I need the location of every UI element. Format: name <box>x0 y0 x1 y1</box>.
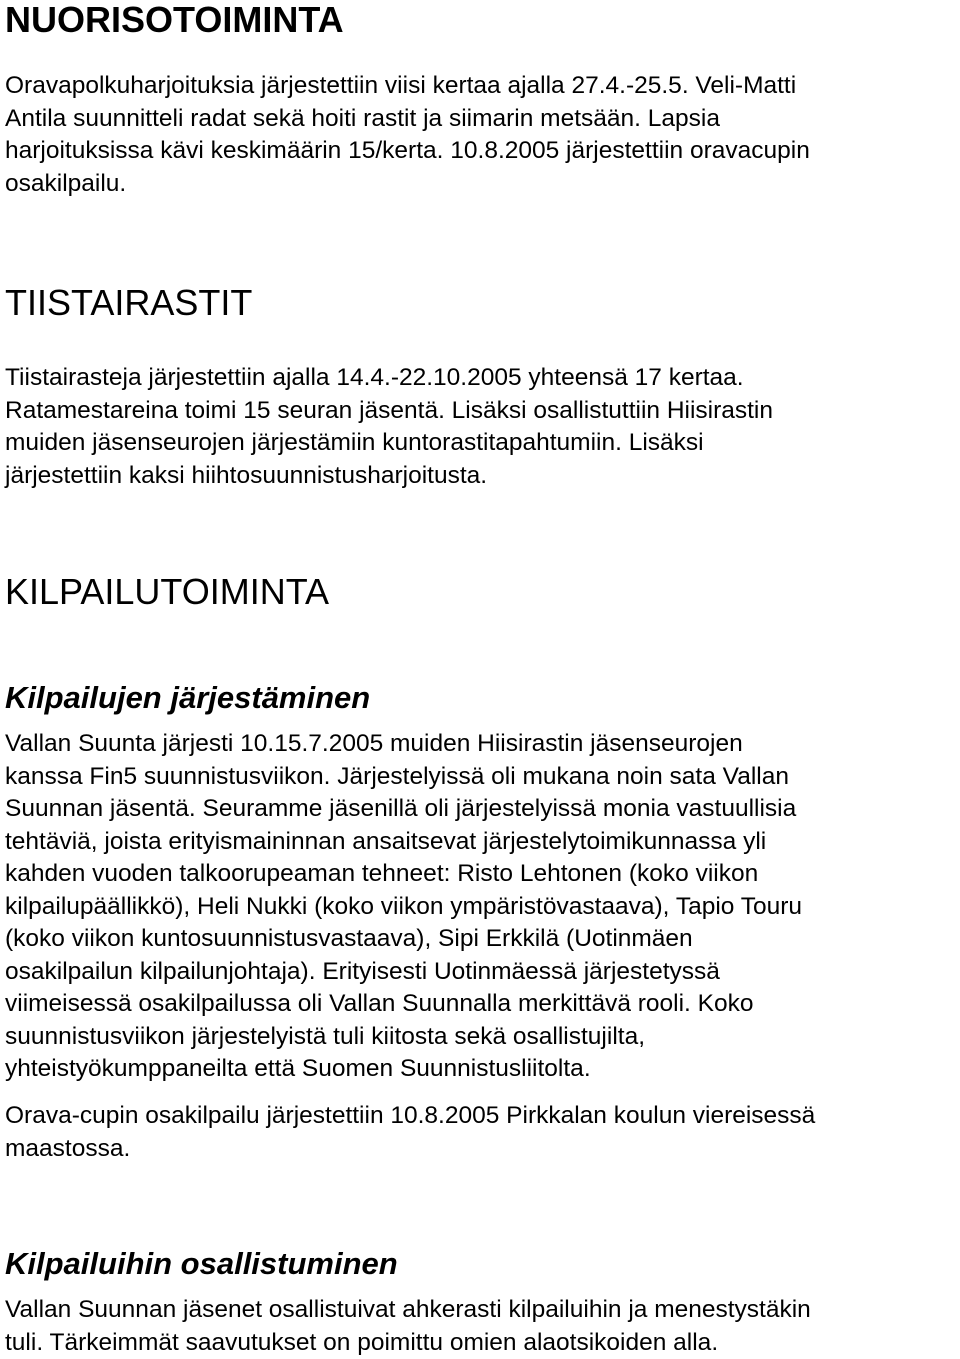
text-line: suunnistusviikon järjestelyistä tuli kiitosta sekä osallistujilta, <box>5 1022 646 1050</box>
paragraph-kilpailuihin-osallistuminen <box>5 1294 811 1359</box>
text-line: yhteistyökumppaneilta että Suomen Suunnistusliitolta. <box>5 1055 591 1082</box>
subheading-kilpailuihin-osallistuminen: Kilpailuihin osallistuminen <box>5 1246 398 1281</box>
text-line: maastossa. <box>5 1134 131 1162</box>
text-line: osakilpailu. <box>5 169 127 197</box>
text-line: muiden jäsenseurojen järjestämiin kuntorastitapahtumiin. Lisäksi <box>5 429 704 456</box>
paragraph-kilpailujen-jarjestaminen <box>5 728 802 1086</box>
text-line: Antila suunnitteli radat sekä hoiti rastit ja siimarin metsään. Lapsia <box>5 104 720 132</box>
text-line: harjoituksissa kävi keskimäärin 15/kerta. 10.8.2005 järjestettiin oravacupin <box>5 137 810 164</box>
text-line: Vallan Suunnan jäsenet osallistuivat ahkerasti kilpailuihin ja menestystäkin <box>5 1296 811 1323</box>
text-line: Vallan Suunta järjesti 10.15.7.2005 muiden Hiisirastin jäsenseurojen <box>5 730 743 757</box>
text-line: Oravapolkuharjoituksia järjestettiin viisi kertaa ajalla 27.4.-25.5. Veli-Matti <box>5 72 797 99</box>
text-line: Suunnan jäsentä. Seuramme jäsenillä oli järjestelyissä monia vastuullisia <box>5 795 797 822</box>
text-line: Tiistairasteja järjestettiin ajalla 14.4.-22.10.2005 yhteensä 17 kertaa. <box>5 364 744 391</box>
heading-kilpailutoiminta: KILPAILUTOIMINTA <box>5 571 330 612</box>
text-line: Orava-cupin osakilpailu järjestettiin 10.8.2005 Pirkkalan koulun viereisessä <box>5 1102 816 1129</box>
paragraph-tiistairastit <box>5 362 773 492</box>
text-line: osakilpailun kilpailunjohtaja). Erityisesti Uotinmäessä järjestetyssä <box>5 957 720 985</box>
text-line: kilpailupäällikkö), Heli Nukki (koko viikon ympäristövastaava), Tapio Touru <box>5 892 803 920</box>
heading-tiistairastit: TIISTAIRASTIT <box>5 282 253 323</box>
text-line: tuli. Tärkeimmät saavutukset on poimittu omien alaotsikoiden alla. <box>5 1328 719 1356</box>
text-line: (koko viikon kuntosuunnistusvastaava), Sipi Erkkilä (Uotinmäen <box>5 925 693 952</box>
paragraph-orava-cup <box>5 1100 815 1165</box>
paragraph-nuorisotoiminta <box>5 70 810 200</box>
text-line: tehtäviä, joista erityismaininnan ansaitsevat järjestelytoimikunnassa yli <box>5 827 767 855</box>
heading-nuorisotoiminta: NUORISOTOIMINTA <box>5 0 344 40</box>
text-line: kahden vuoden talkoorupeaman tehneet: Risto Lehtonen (koko viikon <box>5 860 759 887</box>
subheading-kilpailujen-jarjestaminen: Kilpailujen järjestäminen <box>5 680 371 715</box>
text-line: kanssa Fin5 suunnistusviikon. Järjestelyissä oli mukana noin sata Vallan <box>5 762 789 790</box>
text-line: järjestettiin kaksi hiihtosuunnistusharjoitusta. <box>5 461 488 489</box>
text-line: viimeisessä osakilpailussa oli Vallan Suunnalla merkittävä rooli. Koko <box>5 990 754 1017</box>
text-line: Ratamestareina toimi 15 seuran jäsentä. Lisäksi osallistuttiin Hiisirastin <box>5 396 774 424</box>
